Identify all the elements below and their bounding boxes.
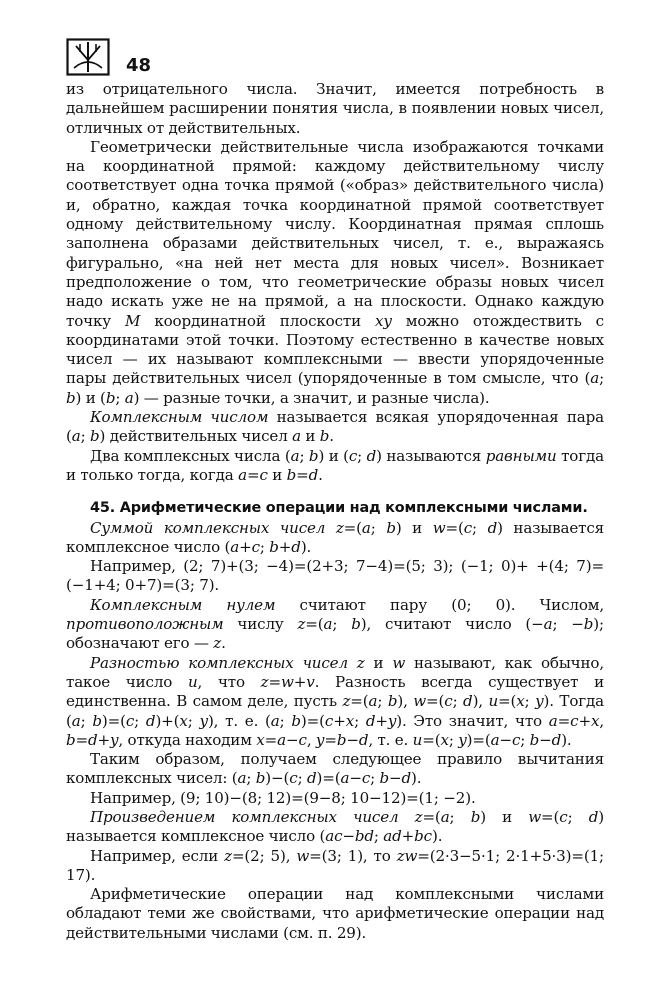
- paragraph: Разностью комплексных чисел z и w называют, как обычно, такое число u, что z=w+v. Разность всегда существует и единственна. В самом деле, пусть z=(a; b), w=(c; d), u=(x; y). Тогда (a; b)=(c; d)+(x; y), т. е. (a; b)=(c+x; d+y). Это значит, что a=c+x, b=d+y, откуда находим x=a−c, y=b−d, т. е. u=(x; y)=(a−c; b−d).: [66, 653, 605, 749]
- book-page: [66, 34, 604, 943]
- section-spacer: [66, 485, 604, 499]
- publisher-logo-icon: [66, 38, 110, 76]
- paragraph: Например, (9; 10)−(8; 12)=(9−8; 10−12)=(1; −2).: [90, 788, 476, 807]
- paragraph: Суммой комплексных чисел z=(a; b) и w=(c; d) называется комплексное число (a+c; b+d).: [66, 518, 604, 556]
- section-body: [66, 519, 604, 944]
- page-number: 48: [126, 55, 152, 76]
- paragraph: Геометрически действительные числа изображаются точками на координатной прямой: каждому действительному числу соответствует одна точка прямой («образ» действительного числа) и, обратно, каждая точка координатной прямой соответствует одному действительному числу. Координатная прямая сплошь заполнена образами действительных чисел, т. е., выражаясь фигурально, «на ней нет места для новых чисел». Возникает предположение о том, что геометрические образы новых чисел надо искать уже не на прямой, а на плоскости. Однако каждую точку M координатной плоскости xy можно отождествить с координатами этой точки. Поэтому естественно в качестве новых чисел — их называют комплексными — ввести упорядоченные пары действительных чисел (упорядоченные в том смысле, что (a; b) и (b; a) — разные точки, а значит, и разные числа).: [66, 137, 604, 407]
- page-header: [66, 34, 604, 80]
- body-text: [66, 80, 604, 943]
- section-heading: 45. Арифметические операции над комплексными числами.: [90, 500, 588, 517]
- paragraph: Произведением комплексных чисел z=(a; b) и w=(c; d) называется комплексное число (ac−bd; ad+bc).: [66, 807, 604, 846]
- paragraph: Два комплексных числа (a; b) и (c; d) называются равными тогда и только тогда, когда a=c и b=d.: [66, 446, 604, 484]
- intro-section: [66, 80, 604, 485]
- paragraph: Например, если z=(2; 5), w=(3; 1), то zw=(2·3−5·1; 2·1+5·3)=(1; 17).: [66, 846, 604, 884]
- paragraph: Таким образом, получаем следующее правило вычитания комплексных чисел: (a; b)−(c; d)=(a−c; b−d).: [66, 750, 604, 788]
- paragraph: Например, (2; 7)+(3; −4)=(2+3; 7−4)=(5; 3); (−1; 0)+ +(4; 7)=(−1+4; 0+7)=(3; 7).: [66, 557, 604, 595]
- paragraph: Комплексным числом называется всякая упорядоченная пара (a; b) действительных чисел a и b.: [66, 408, 604, 446]
- paragraph: Комплексным нулем считают пару (0; 0). Числом, противоположным числу z=(a; b), считают число (−a; −b); обозначают его — z.: [66, 595, 604, 653]
- paragraph: Арифметические операции над комплексными числами обладают теми же свойствами, что арифметические операции над действительными числами (см. п. 29).: [66, 885, 604, 942]
- paragraph: из отрицательного числа. Значит, имеется потребность в дальнейшем расширении понятия числа, в появлении новых чисел, отличных от действительных.: [66, 80, 604, 137]
